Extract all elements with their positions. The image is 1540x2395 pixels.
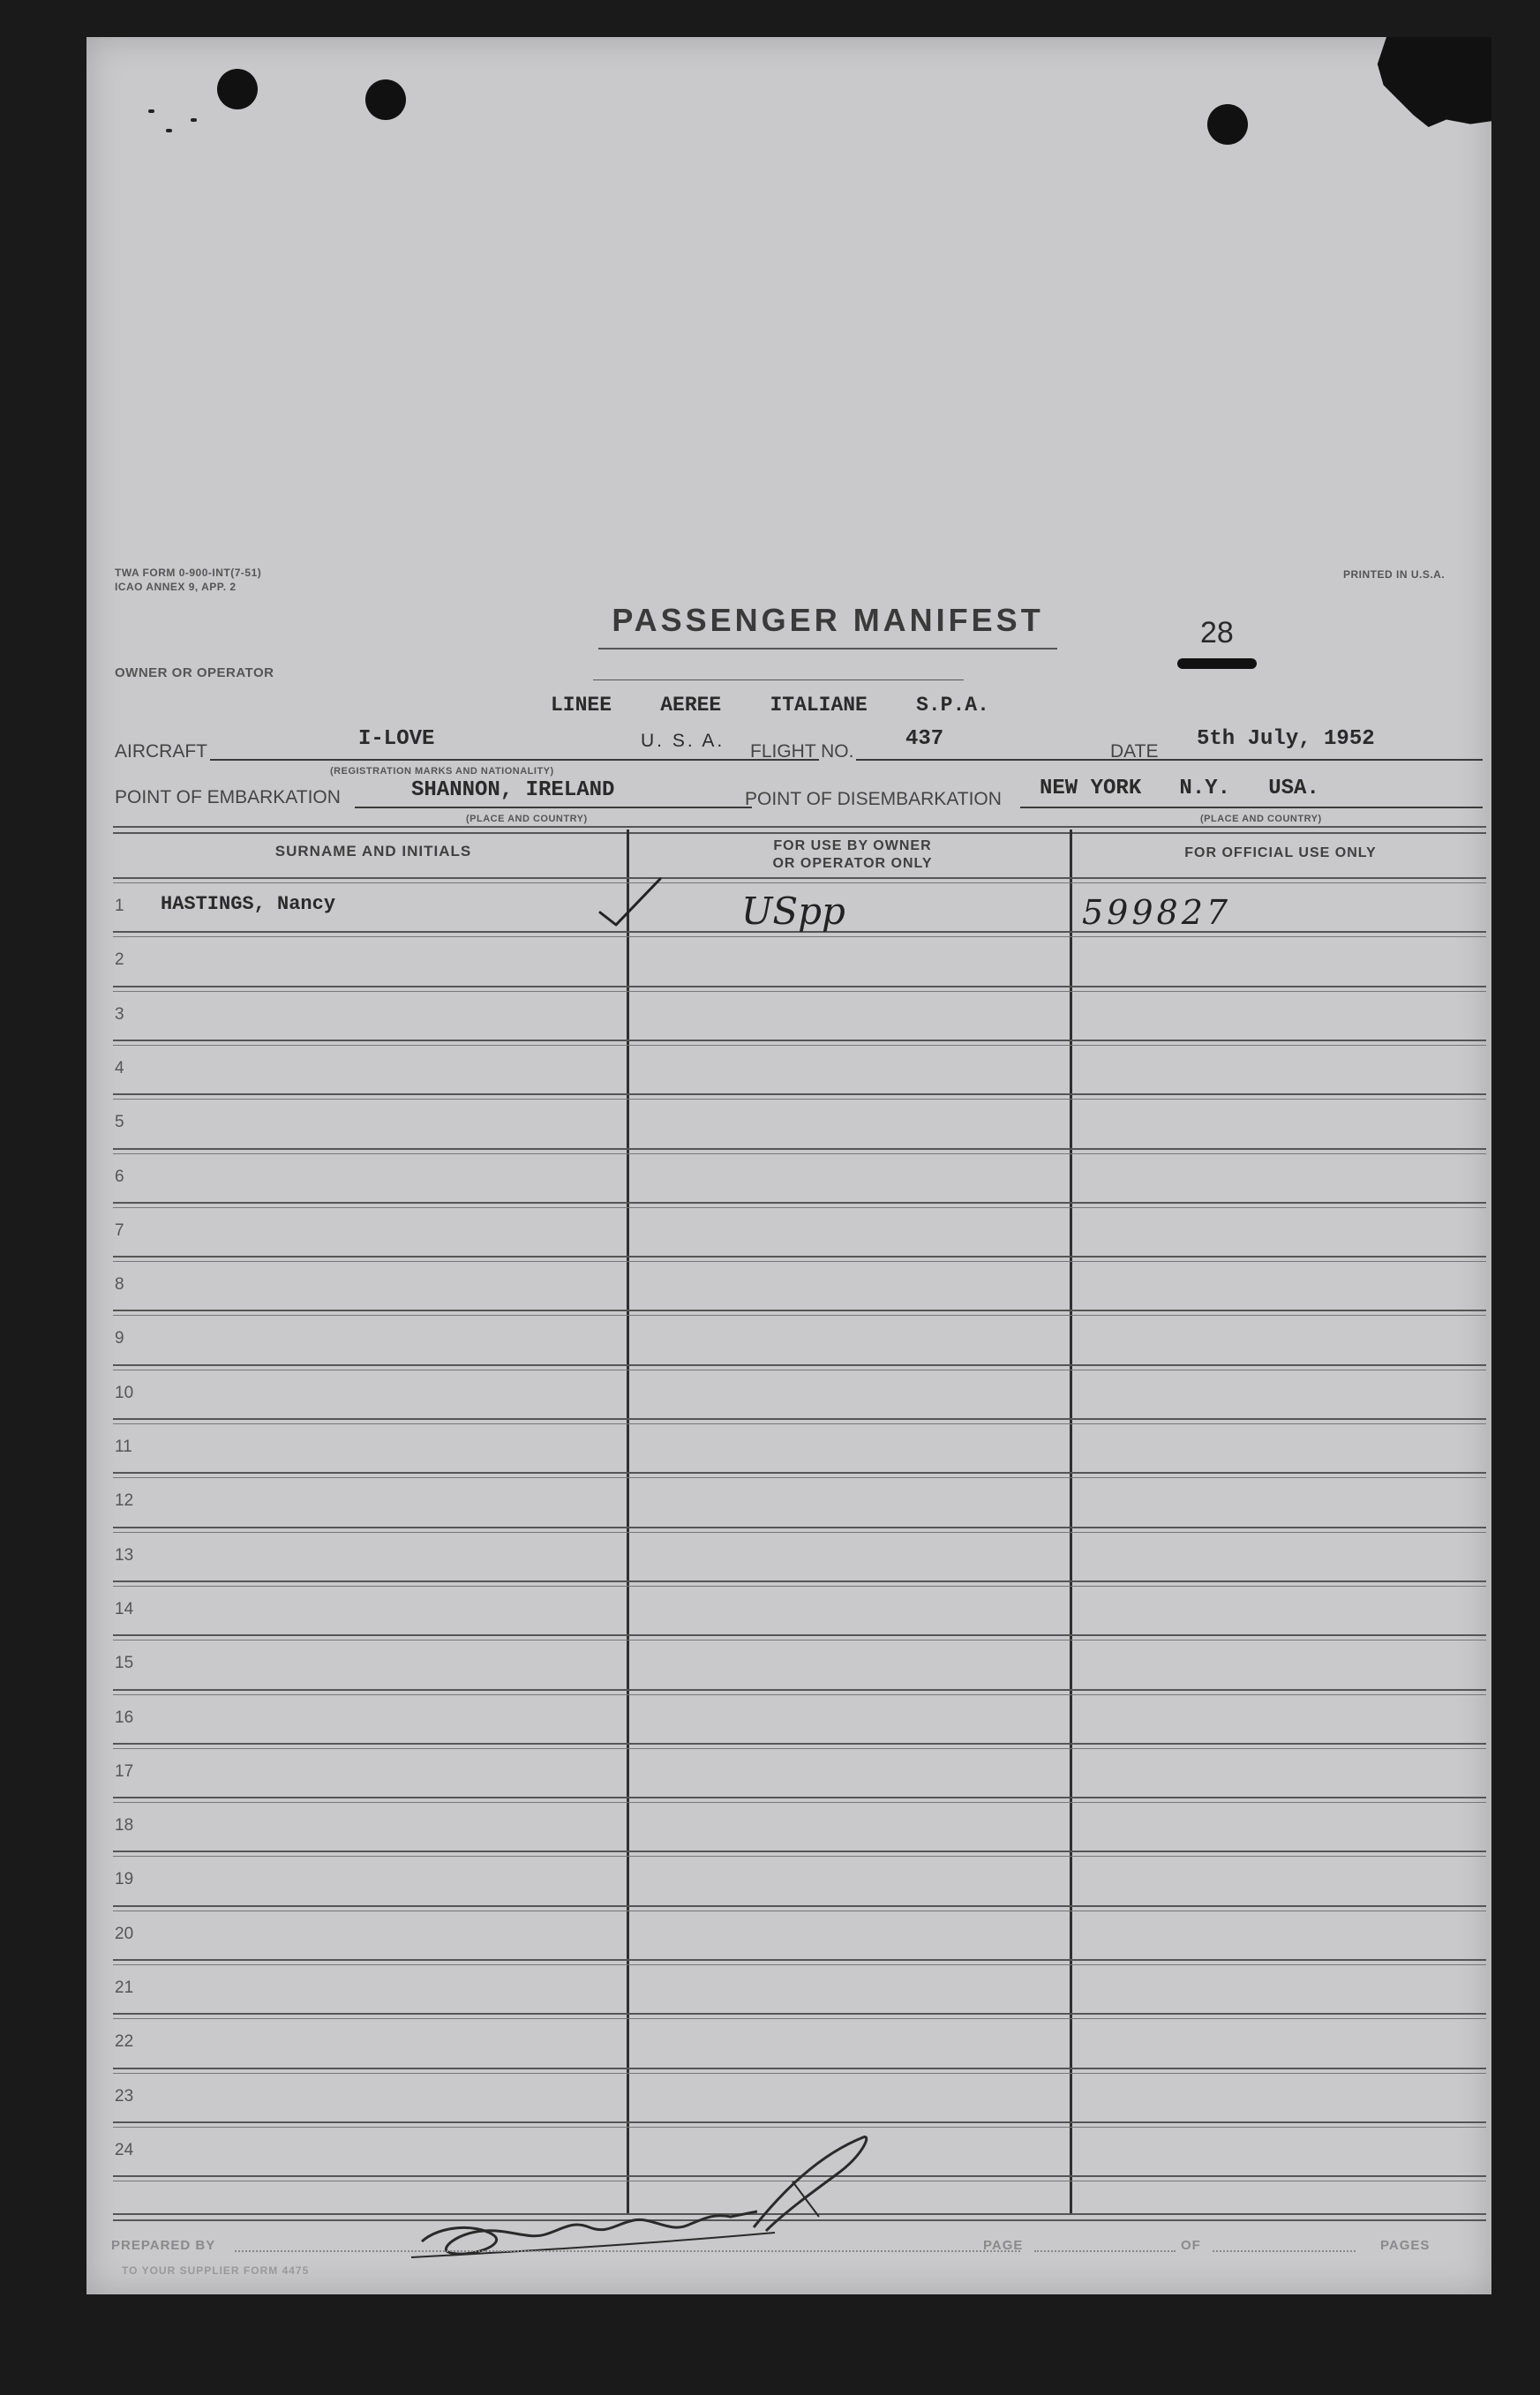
date-label: DATE (1110, 741, 1159, 762)
pages-label: PAGES (1380, 2238, 1431, 2253)
form-code-annex: ICAO ANNEX 9, APP. 2 (115, 581, 237, 593)
nationality-value: U. S. A. (641, 731, 725, 751)
table-row-line (113, 1905, 1486, 1911)
prepared-by-line (235, 2250, 1020, 2252)
row-number: 24 (115, 2140, 134, 2159)
table-row-line (113, 2068, 1486, 2074)
row-number: 23 (115, 2086, 134, 2106)
punch-hole (365, 79, 406, 120)
registration-caption: (REGISTRATION MARKS AND NATIONALITY) (330, 766, 554, 777)
owner-label: OWNER OR OPERATOR (115, 665, 274, 680)
row-number: 7 (115, 1220, 124, 1240)
ink-speck (166, 129, 172, 132)
aircraft-value: I-LOVE (358, 727, 435, 751)
of-line (1213, 2250, 1356, 2252)
prepared-by-label: PREPARED BY (111, 2238, 216, 2253)
row-number: 5 (115, 1113, 124, 1132)
table-row-line (113, 1743, 1486, 1749)
printed-in: PRINTED IN U.S.A. (1343, 568, 1446, 581)
table-row-line (113, 1634, 1486, 1640)
check-mark-icon (597, 874, 667, 930)
row-number: 18 (115, 1816, 134, 1836)
punch-hole (217, 69, 258, 109)
col-header-operator-2: OR OPERATOR ONLY (772, 856, 933, 871)
owner-value: LINEE AEREE ITALIANE S.P.A. (551, 694, 989, 717)
page-line (1034, 2250, 1176, 2252)
row-number: 8 (115, 1275, 124, 1295)
punch-hole (1207, 104, 1248, 145)
passenger-name: HASTINGS, Nancy (161, 893, 336, 915)
manifest-sheet (86, 37, 1491, 2294)
row-number: 19 (115, 1870, 134, 1889)
table-row-line (113, 1202, 1486, 1208)
embark-line (355, 807, 752, 808)
title-underline (598, 648, 1057, 649)
col-header-surname: SURNAME AND INITIALS (274, 843, 472, 860)
ink-speck (191, 118, 197, 122)
column-divider (627, 830, 629, 2213)
operator-code-handwritten: USpp (741, 890, 845, 933)
row-number: 6 (115, 1167, 124, 1186)
disembark-value: NEW YORK N.Y. USA. (1040, 777, 1319, 800)
row-number: 1 (115, 897, 124, 915)
of-label: OF (1181, 2238, 1201, 2253)
row-number: 10 (115, 1383, 134, 1402)
table-row-line (113, 1148, 1486, 1154)
table-row-line (113, 1310, 1486, 1316)
table-row-line (113, 1472, 1486, 1478)
row-number: 2 (115, 950, 124, 970)
page-label: PAGE (983, 2238, 1024, 2253)
row-number: 12 (115, 1491, 134, 1511)
table-row-line (113, 1851, 1486, 1857)
page-title: PASSENGER MANIFEST (612, 602, 1044, 638)
header-bottom-line (113, 877, 1486, 883)
table-row-line (113, 1256, 1486, 1262)
ink-speck (148, 109, 154, 113)
table-row-line (113, 1959, 1486, 1965)
torn-corner (1341, 37, 1491, 187)
column-divider (1070, 830, 1072, 2213)
flight-value: 437 (905, 727, 944, 751)
row-number: 9 (115, 1329, 124, 1348)
form-note: TO YOUR SUPPLIER FORM 4475 (122, 2264, 310, 2277)
form-code: TWA FORM 0-900-INT(7-51) (115, 567, 262, 579)
table-row-line (113, 1093, 1486, 1100)
table-row-line (113, 2121, 1486, 2128)
embark-value: SHANNON, IRELAND (411, 778, 615, 802)
date-line (1165, 759, 1483, 761)
disembark-caption: (PLACE AND COUNTRY) (1200, 814, 1322, 824)
page-number: 28 (1200, 616, 1234, 649)
table-top-border (113, 826, 1486, 834)
row-number: 22 (115, 2032, 134, 2052)
row-number: 17 (115, 1761, 134, 1781)
table-row-line (113, 986, 1486, 992)
row-number: 16 (115, 1708, 134, 1727)
table-row-line (113, 1364, 1486, 1370)
table-row-line (113, 1689, 1486, 1695)
embark-caption: (PLACE AND COUNTRY) (466, 814, 588, 824)
table-row-line (113, 1418, 1486, 1424)
row-number: 11 (115, 1438, 132, 1456)
col-header-official: FOR OFFICIAL USE ONLY (1184, 845, 1377, 860)
row-number: 21 (115, 1978, 134, 1997)
official-number-handwritten: 599827 (1082, 893, 1232, 932)
row-number: 20 (115, 1924, 134, 1943)
flight-label: FLIGHT NO. (750, 741, 854, 762)
row-number: 3 (115, 1004, 124, 1024)
aircraft-line (210, 759, 819, 761)
table-row-line (113, 2013, 1486, 2019)
row-number: 15 (115, 1654, 134, 1673)
table-row-line (113, 1040, 1486, 1046)
date-value: 5th July, 1952 (1197, 727, 1375, 751)
aircraft-label: AIRCRAFT (115, 741, 207, 762)
row-number: 4 (115, 1058, 124, 1077)
embark-label: POINT OF EMBARKATION (115, 787, 341, 807)
table-row-line (113, 1580, 1486, 1587)
col-header-operator-1: FOR USE BY OWNER (773, 838, 932, 853)
table-row-line (113, 1797, 1486, 1803)
signature-scrawl (404, 2128, 898, 2270)
row-number: 14 (115, 1599, 134, 1618)
page-number-strike (1177, 658, 1257, 669)
disembark-line (1020, 807, 1483, 808)
row-number: 13 (115, 1545, 134, 1565)
table-row-line (113, 1527, 1486, 1533)
owner-line (593, 679, 964, 680)
disembark-label: POINT OF DISEMBARKATION (745, 789, 1002, 809)
